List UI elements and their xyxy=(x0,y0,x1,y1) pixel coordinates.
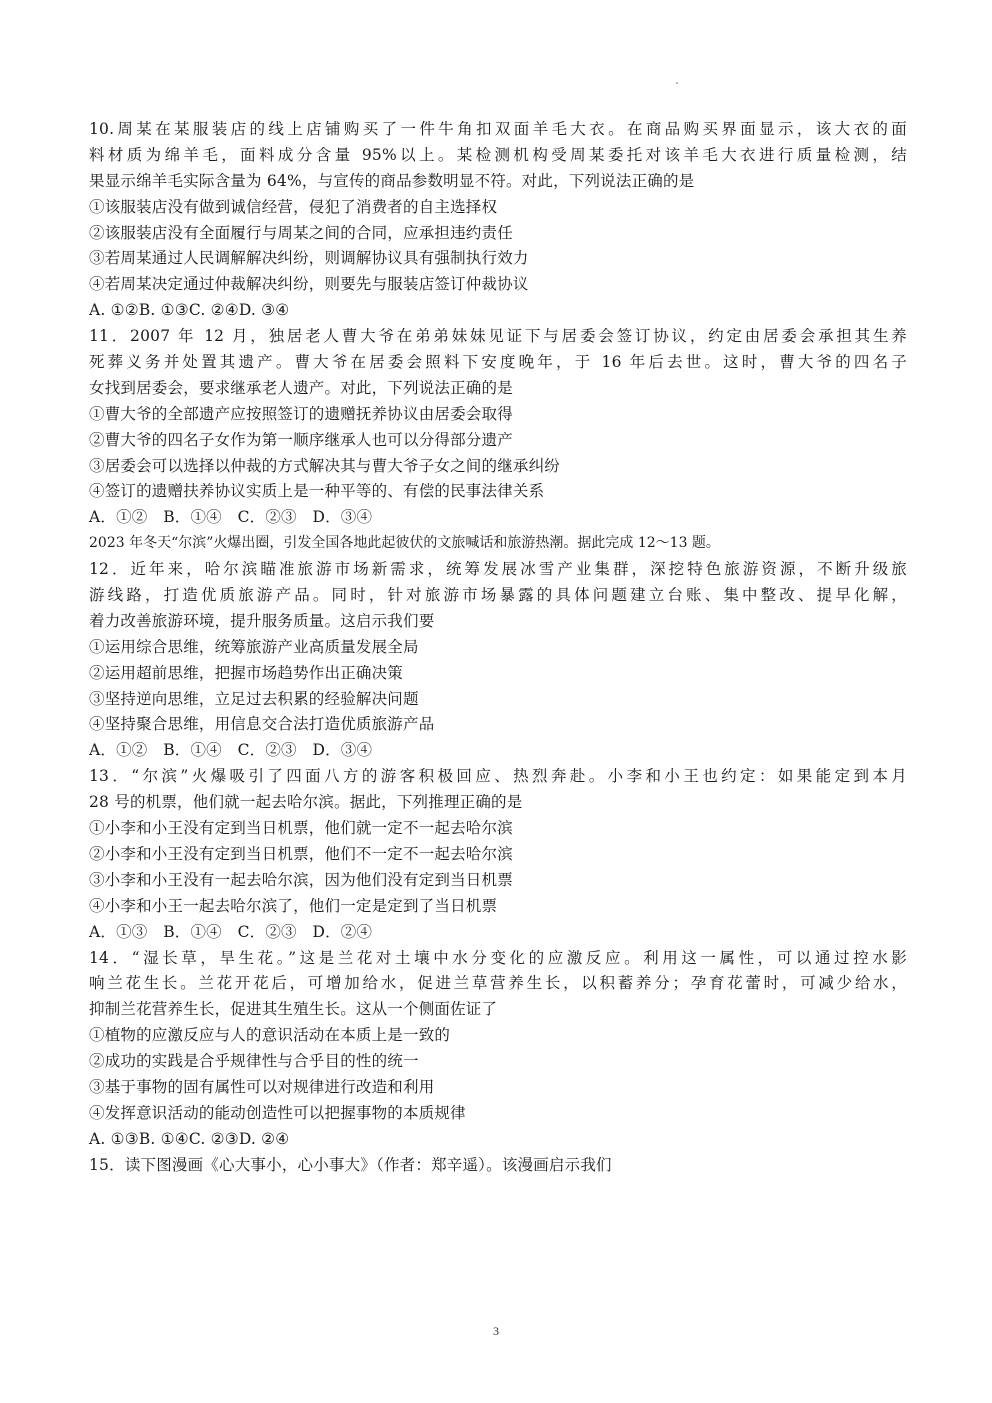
scan-dot xyxy=(676,82,678,84)
option-statement: ③基于事物的固有属性可以对规律进行改造和利用 xyxy=(89,1077,435,1096)
question-stem-line: 果显示绵羊毛实际含量为 64%，与宣传的商品参数明显不符。对此，下列说法正确的是 xyxy=(89,171,695,190)
option-statement: ②曹大爷的四名子女作为第一顺序继承人也可以分得部分遗产 xyxy=(89,430,513,449)
exam-page-body xyxy=(89,117,907,1179)
question-13 xyxy=(89,764,907,945)
option-statement: ③坚持逆向思维，立足过去积累的经验解决问题 xyxy=(89,689,419,708)
option-statement: ③小李和小王没有一起去哈尔滨，因为他们没有定到当日机票 xyxy=(89,870,513,889)
option-statement: ①曹大爷的全部遗产应按照签订的遗赠抚养协议由居委会取得 xyxy=(89,404,513,423)
question-stem-line: 响兰花生长。兰花开花后，可增加给水，促进兰草营养生长，以积蓄养分；孕育花蕾时，可减少给水， xyxy=(89,974,907,993)
question-11 xyxy=(89,324,907,531)
option-statement: ①该服装店没有做到诚信经营，侵犯了消费者的自主选择权 xyxy=(89,197,498,216)
option-statement: ④坚持聚合思维，用信息交合法打造优质旅游产品 xyxy=(89,715,435,734)
question-stem-line: 14．“湿长草，旱生花。”这是兰花对土壤中水分变化的应激反应。利用这一属性，可以通过控水影 xyxy=(89,948,907,967)
answer-choices: A．①② B．①④ C．②③ D．③④ xyxy=(89,508,373,527)
question-stem-line: 女找到居委会，要求继承老人遗产。对此，下列说法正确的是 xyxy=(89,378,513,397)
option-statement: ②小李和小王没有定到当日机票，他们不一定不一起去哈尔滨 xyxy=(89,844,513,863)
option-statement: ④小李和小王一起去哈尔滨了，他们一定是定到了当日机票 xyxy=(89,896,498,915)
option-statement: ④发挥意识活动的能动创造性可以把握事物的本质规律 xyxy=(89,1103,466,1122)
page-number: 3 xyxy=(493,1324,499,1338)
answer-choices: A. ①③B. ①④C. ②③D. ②④ xyxy=(89,1129,290,1148)
answer-choices: A. ①②B. ①③C. ②④D. ③④ xyxy=(89,301,290,320)
option-statement: ③居委会可以选择以仲裁的方式解决其与曹大爷子女之间的继承纠纷 xyxy=(89,456,561,475)
option-statement: ①植物的应激反应与人的意识活动在本质上是一致的 xyxy=(89,1026,451,1045)
question-stem-line: 13．“尔滨”火爆吸引了四面八方的游客积极回应、热烈奔赴。小李和小王也约定：如果能定到本月 xyxy=(89,767,907,786)
question-stem-line: 游线路，打造优质旅游产品。同时，针对旅游市场暴露的具体问题建立台账、集中整改、提早化解， xyxy=(89,586,907,605)
question-stem-line: 料材质为绵羊毛，面料成分含量 95%以上。某检测机构受周某委托对该羊毛大衣进行质量检测，结 xyxy=(89,145,907,164)
answer-choices: A．①③ B．①④ C．②③ D．②④ xyxy=(89,922,373,941)
question-12 xyxy=(89,557,907,764)
question-stem-line: 12．近年来，哈尔滨瞄准旅游市场新需求，统筹发展冰雪产业集群，深挖特色旅游资源，不断升级旅 xyxy=(89,560,907,579)
option-statement: ①小李和小王没有定到当日机票，他们就一定不一起去哈尔滨 xyxy=(89,819,513,838)
question-stem-line: 11．2007 年 12 月，独居老人曹大爷在弟弟妹妹见证下与居委会签订协议，约定由居委会承担其生养 xyxy=(89,327,907,346)
question-stem-line: 15．读下图漫画《心大事小，心小事大》（作者：郑辛遥）。该漫画启示我们 xyxy=(89,1155,612,1174)
option-statement: ②成功的实践是合乎规律性与合乎目的性的统一 xyxy=(89,1052,419,1071)
section-intro: 2023 年冬天“尔滨”火爆出圈，引发全国各地此起彼伏的文旅喊话和旅游热潮。据此完成 12～13 题。 xyxy=(89,535,720,552)
question-10 xyxy=(89,117,907,324)
option-statement: ②运用超前思维，把握市场趋势作出正确决策 xyxy=(89,663,404,682)
option-statement: ①运用综合思维，统筹旅游产业高质量发展全局 xyxy=(89,637,419,656)
question-stem-line: 死葬义务并处置其遗产。曹大爷在居委会照料下安度晚年，于 16 年后去世。这时，曹大爷的四名子 xyxy=(89,353,907,372)
question-14 xyxy=(89,946,907,1153)
option-statement: ③若周某通过人民调解解决纠纷，则调解协议具有强制执行效力 xyxy=(89,249,529,268)
question-15 xyxy=(89,1153,907,1179)
option-statement: ②该服装店没有全面履行与周某之间的合同，应承担违约责任 xyxy=(89,223,513,242)
question-stem-line: 抑制兰花营养生长，促进其生殖生长。这从一个侧面佐证了 xyxy=(89,1000,498,1019)
question-stem-line: 10.周某在某服装店的线上店铺购买了一件牛角扣双面羊毛大衣。在商品购买界面显示，该大衣的面 xyxy=(89,120,907,138)
answer-choices: A．①② B．①④ C．②③ D．③④ xyxy=(89,741,373,760)
option-statement: ④若周某决定通过仲裁解决纠纷，则要先与服装店签订仲裁协议 xyxy=(89,275,529,294)
option-statement: ④签订的遗赠扶养协议实质上是一种平等的、有偿的民事法律关系 xyxy=(89,482,545,501)
question-stem-line: 着力改善旅游环境，提升服务质量。这启示我们要 xyxy=(89,611,435,630)
question-stem-line: 28 号的机票，他们就一起去哈尔滨。据此，下列推理正确的是 xyxy=(89,793,523,812)
